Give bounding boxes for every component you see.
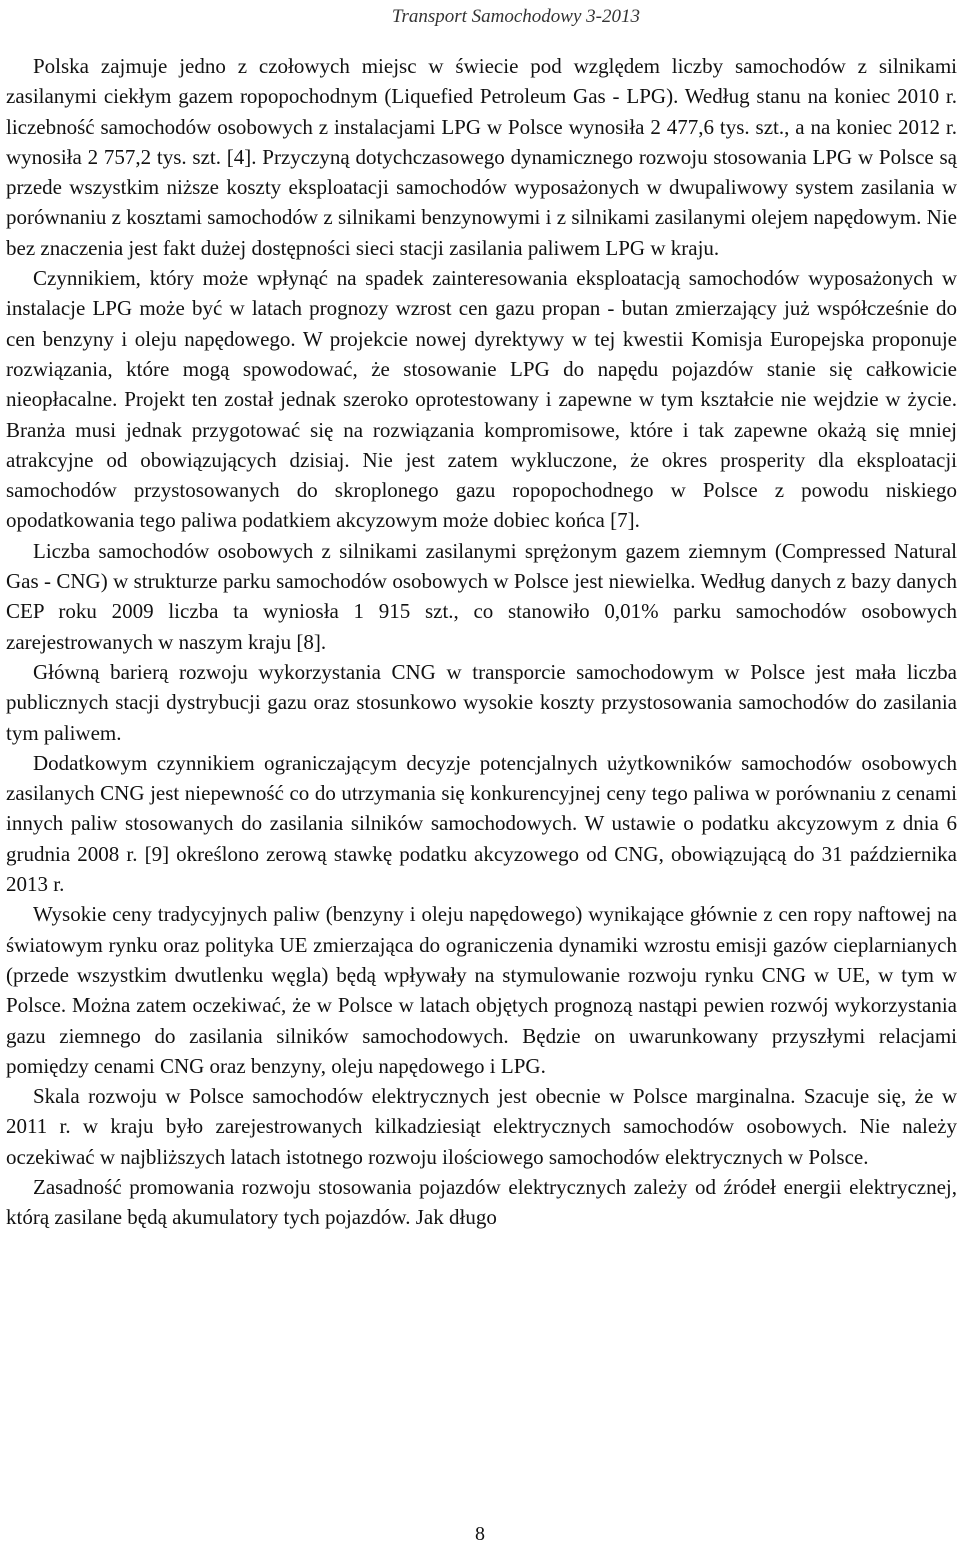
paragraph-lpg-market: Polska zajmuje jedno z czołowych miejsc w świecie pod względem liczby samochodów z silnikami zasilanymi ciekłym gazem ropopochodnym (Liquefied Petroleum Gas - LPG). Według stanu na koniec 2010 r. liczebność samochodów osobowych z instalacjami LPG w Polsce wynosiła 2 477,6 tys. szt., a na koniec 2012 r. wynosiła 2 757,2 tys. szt. [4]. Przyczyną dotychczasowego dynamicznego rozwoju stosowania LPG w Polsce są przede wszystkim niższe koszty eksploatacji samochodów wyposażonych w dwupaliwowy system zasilania w porównaniu z kosztami samochodów z silnikami benzynowymi i z silnikami zasilanymi olejem napędowym. Nie bez znaczenia jest fakt dużej dostępności sieci stacji zasilania paliwem LPG w kraju. — [6, 54, 957, 260]
paragraph-cng-count: Liczba samochodów osobowych z silnikami zasilanymi sprężonym gazem ziemnym (Compressed Natural Gas - CNG) w strukturze parku samochodów osobowych w Polsce jest niewielka. Według danych z bazy danych CEP roku 2009 liczba ta wyniosła 1 915 szt., co stanowiło 0,01% parku samochodów osobowych zarejestrowanych w naszym kraju [8]. — [6, 538, 957, 654]
paragraph-cng-barrier: Główną barierą rozwoju wykorzystania CNG w transporcie samochodowym w Polsce jest mała liczba publicznych stacji dystrybucji gazu oraz stosunkowo wysokie koszty przystosowania samochodów do zasilania tym paliwem. — [6, 659, 957, 745]
article-body — [6, 51, 957, 1233]
paragraph-lpg-risk: Czynnikiem, który może wpłynąć na spadek zainteresowania eksploatacją samochodów wyposażonych w instalacje LPG może być w latach prognozy wzrost cen gazu propan - butan zmierzający już współcześnie do cen benzyny i oleju napędowego. W projekcie nowej dyrektywy w tej kwestii Komisja Europejska proponuje rozwiązania, które mogą spowodować, że stosowanie LPG do napędu pojazdów stanie się całkowicie nieopłacalne. Projekt ten został jednak szeroko oprotestowany i zapewne w tym kształcie nie wejdzie w życie. Branża musi jednak przygotować się na rozwiązania kompromisowe, które i tak zapewne okażą się mniej atrakcyjne od obowiązujących dzisiaj. Nie jest zatem wykluczone, że okres prosperity dla eksploatacji samochodów przystosowanych do skroplonego gazu ropopochodnego w Polsce z powodu niskiego opodatkowania tego paliwa podatkiem akcyzowym może dobiec końca [7]. — [6, 266, 957, 533]
paragraph-electric-scale: Skala rozwoju w Polsce samochodów elektrycznych jest obecnie w Polsce marginalna. Szacuje się, że w 2011 r. w kraju było zarejestrowanych kilkadziesiąt elektrycznych samochodów osobowych. Nie należy oczekiwać w najbliższych latach istotnego rozwoju ilościowego samochodów elektrycznych w Polsce. — [6, 1084, 957, 1169]
paragraph-cng-price: Dodatkowym czynnikiem ograniczającym decyzje potencjalnych użytkowników samochodów osobowych zasilanych CNG jest niepewność co do utrzymania się konkurencyjnej ceny tego paliwa w porównaniu z cenami innych paliw stosowanych do zasilania silników samochodowych. W ustawie o podatku akcyzowym z dnia 6 grudnia 2008 r. [9] określono zerową stawkę podatku akcyzowego od CNG, obowiązującą do 31 października 2013 r. — [6, 750, 957, 897]
paragraph-fuel-prices: Wysokie ceny tradycyjnych paliw (benzyny i oleju napędowego) wynikające głównie z cen ropy naftowej na światowym rynku oraz polityka UE zmierzająca do ograniczenia dynamiki wzrostu emisji gazów cieplarnianych (przede wszystkim dwutlenku węgla) będą wpływały na stymulowanie rozwoju rynku CNG w UE, w tym w Polsce. Można zatem oczekiwać, że w Polsce w latach objętych prognozą nastąpi pewien rozwój wykorzystania gazu ziemnego do zasilania silników samochodowych. Będzie on uwarunkowany przyszłymi relacjami pomiędzy cenami CNG oraz benzyny, oleju napędowego i LPG. — [6, 902, 957, 1078]
page-number: 8 — [475, 1523, 485, 1545]
paragraph-electric-energy: Zasadność promowania rozwoju stosowania pojazdów elektrycznych zależy od źródeł energii elektrycznej, którą zasilane będą akumulatory tych pojazdów. Jak długo — [6, 1174, 957, 1230]
running-header: Transport Samochodowy 3-2013 — [391, 6, 640, 27]
